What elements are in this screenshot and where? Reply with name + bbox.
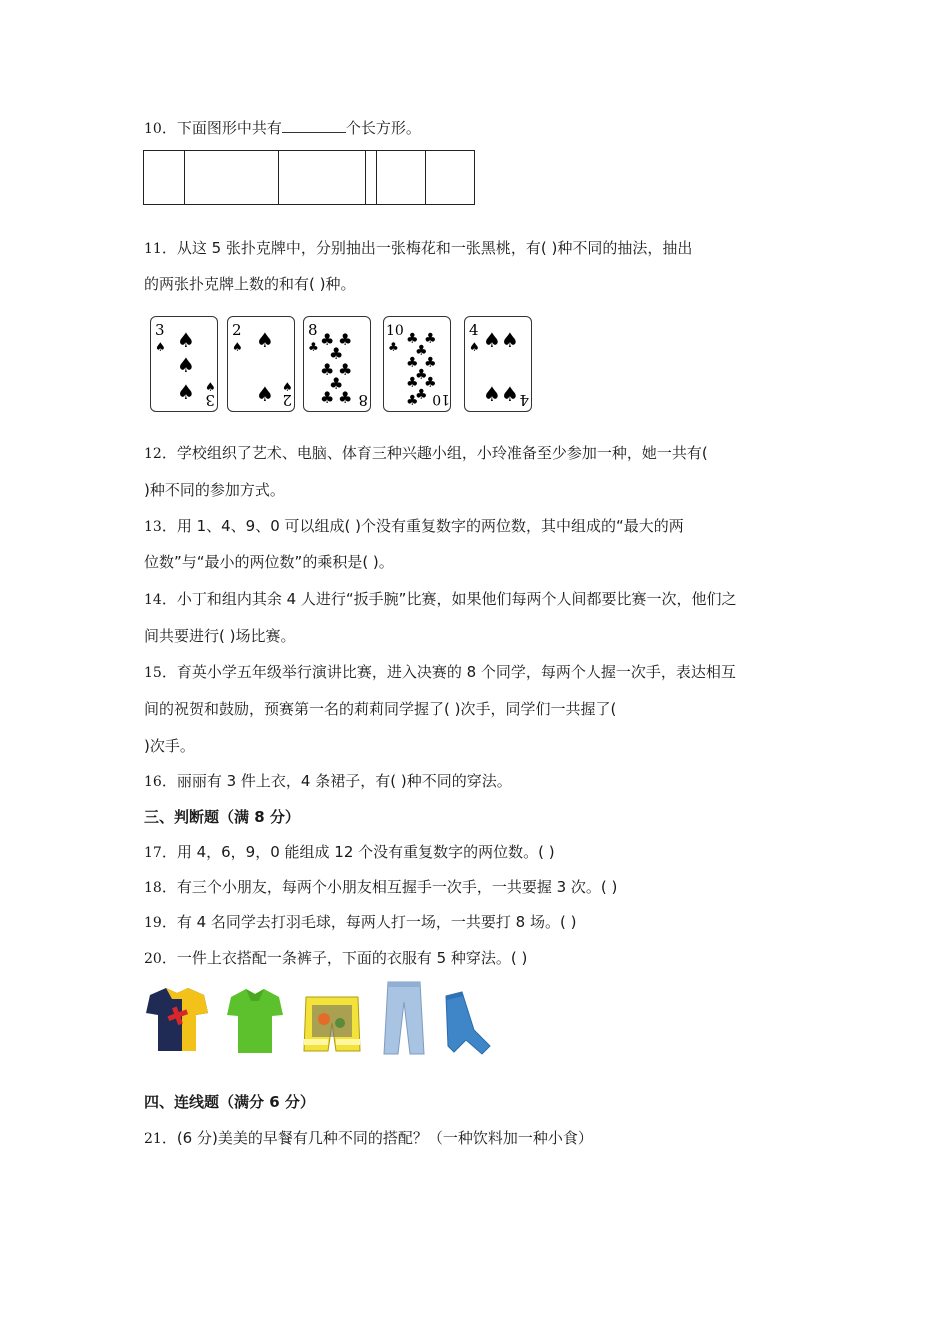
club-icon: ♣ [415,387,428,403]
spade-icon: ♠ [155,340,166,354]
q11-line2: 的两张扑克牌上数的和有( )种。 [144,275,356,293]
shorts-icon [302,993,362,1055]
club-icon: ♣ [424,331,437,347]
club-icon: ♣ [406,355,419,371]
club-icon: ♣ [329,374,344,393]
q13-text-line1: ．用 1、4、9、0 可以组成( )个没有重复数字的两位数，其中组成的“最大的两 [161,517,684,535]
q17-number: 17 [144,845,162,861]
rect-divider [365,151,366,204]
spade-icon: ♠ [483,382,501,406]
q13-line1 [144,516,684,537]
q10-text-a: ．下面图形中共有 [161,119,282,137]
q16-line [144,771,512,792]
spade-icon: ♠ [205,380,216,394]
club-icon: ♣ [320,330,335,349]
club-icon: ♣ [424,355,437,371]
q13-number: 13 [144,519,162,535]
playing-card [303,316,371,412]
club-icon: ♣ [320,388,335,407]
club-icon: ♣ [415,367,428,383]
rect-divider [425,151,426,204]
light-jeans-icon [382,980,426,1056]
spade-icon: ♠ [256,328,274,352]
q11-text-line1: ．从这 5 张扑克牌中，分别抽出一张梅花和一张黑桃，有( )种不同的抽法，抽出 [161,239,693,257]
club-icon: ♣ [406,375,419,391]
spade-icon: ♠ [282,380,293,394]
section-3-title: 三、判断题（满 8 分） [144,808,300,826]
q20-line [144,948,527,969]
card-rank: 8 [308,321,318,339]
spade-icon: ♠ [469,340,480,354]
card-rank: 4 [469,321,479,339]
q15-number: 15 [144,665,162,681]
spade-icon: ♠ [232,340,243,354]
q16-text: ．丽丽有 3 件上衣，4 条裙子，有( )种不同的穿法。 [161,772,512,790]
rectangle-figure [143,150,475,205]
q20-number: 20 [144,951,162,967]
section-4-title: 四、连线题（满分 6 分） [144,1093,315,1111]
spade-icon: ♠ [177,328,195,352]
spade-icon: ♠ [483,328,501,352]
club-icon: ♣ [320,360,335,379]
card-rank: 2 [232,321,242,339]
playing-card [383,316,451,412]
q15-text-line1: ．育英小学五年级举行演讲比赛，进入决赛的 8 个同学，每两个人握一次手，表达相互 [161,663,736,681]
q15-line3: )次手。 [144,737,195,755]
club-icon: ♣ [329,344,344,363]
q10-text-b: 个长方形。 [345,119,421,137]
card-rank: 10 [386,323,404,339]
q14-line2: 间共要进行( )场比赛。 [144,627,296,645]
rect-divider [184,151,185,204]
q18-text: ．有三个小朋友，每两个小朋友相互握手一次手，一共要握 3 次。( ) [161,878,618,896]
q17-text: ．用 4，6，9，0 能组成 12 个没有重复数字的两位数。( ) [161,843,555,861]
club-icon: ♣ [308,340,319,354]
club-icon: ♣ [388,340,399,354]
q10-line [144,118,421,139]
q19-number: 19 [144,915,162,931]
rect-divider [278,151,279,204]
q11-line1 [144,238,692,259]
spade-icon: ♠ [501,328,519,352]
card-rank: 3 [155,321,165,339]
spade-icon: ♠ [177,353,195,377]
card-rank: 3 [205,391,215,409]
q20-text: ．一件上衣搭配一条裤子，下面的衣服有 5 种穿法。( ) [161,949,528,967]
card-rank: 2 [282,391,292,409]
q15-line1 [144,662,736,683]
q17-line [144,842,555,863]
playing-card [464,316,532,412]
playing-card [150,316,218,412]
spade-icon: ♠ [177,380,195,404]
club-icon: ♣ [406,331,419,347]
card-rank: 8 [358,391,368,409]
q19-line [144,912,576,933]
q14-text-line1: ．小丁和组内其余 4 人进行“扳手腕”比赛，如果他们每两个人间都要比赛一次，他们之 [161,590,737,608]
q12-number: 12 [144,446,162,462]
playing-card [227,316,295,412]
card-rank: 10 [432,391,450,407]
club-icon: ♣ [338,360,353,379]
green-shirt-icon [226,985,284,1055]
q15-line2: 间的祝贺和鼓励，预赛第一名的莉莉同学握了( )次手，同学们一共握了( [144,700,617,718]
q11-number: 11 [144,241,162,257]
q12-line2: )种不同的参加方式。 [144,481,285,499]
navy-shirt-icon [144,985,210,1055]
club-icon: ♣ [424,375,437,391]
club-icon: ♣ [338,388,353,407]
q19-text: ．有 4 名同学去打羽毛球，每两人打一场，一共要打 8 场。( ) [161,913,577,931]
q10-blank[interactable] [282,118,346,133]
spade-icon: ♠ [256,382,274,406]
blue-jeans-icon [444,990,492,1056]
q21-text: ．(6 分)美美的早餐有几种不同的搭配？（一种饮料加一种小食） [161,1129,593,1147]
q14-number: 14 [144,592,162,608]
q12-text-line1: ．学校组织了艺术、电脑、体育三种兴趣小组，小玲准备至少参加一种，她一共有( [161,444,708,462]
q21-line [144,1128,593,1149]
q10-number: 10 [144,121,162,137]
q12-line1 [144,443,708,464]
q16-number: 16 [144,774,162,790]
q14-line1 [144,589,736,610]
card-rank: 4 [519,391,529,409]
club-icon: ♣ [338,330,353,349]
rect-divider [376,151,377,204]
q13-line2: 位数”与“最小的两位数”的乘积是( )。 [144,553,394,571]
spade-icon: ♠ [501,382,519,406]
club-icon: ♣ [415,343,428,359]
club-icon: ♣ [406,393,419,409]
q18-number: 18 [144,880,162,896]
q21-number: 21 [144,1131,162,1147]
q18-line [144,877,617,898]
